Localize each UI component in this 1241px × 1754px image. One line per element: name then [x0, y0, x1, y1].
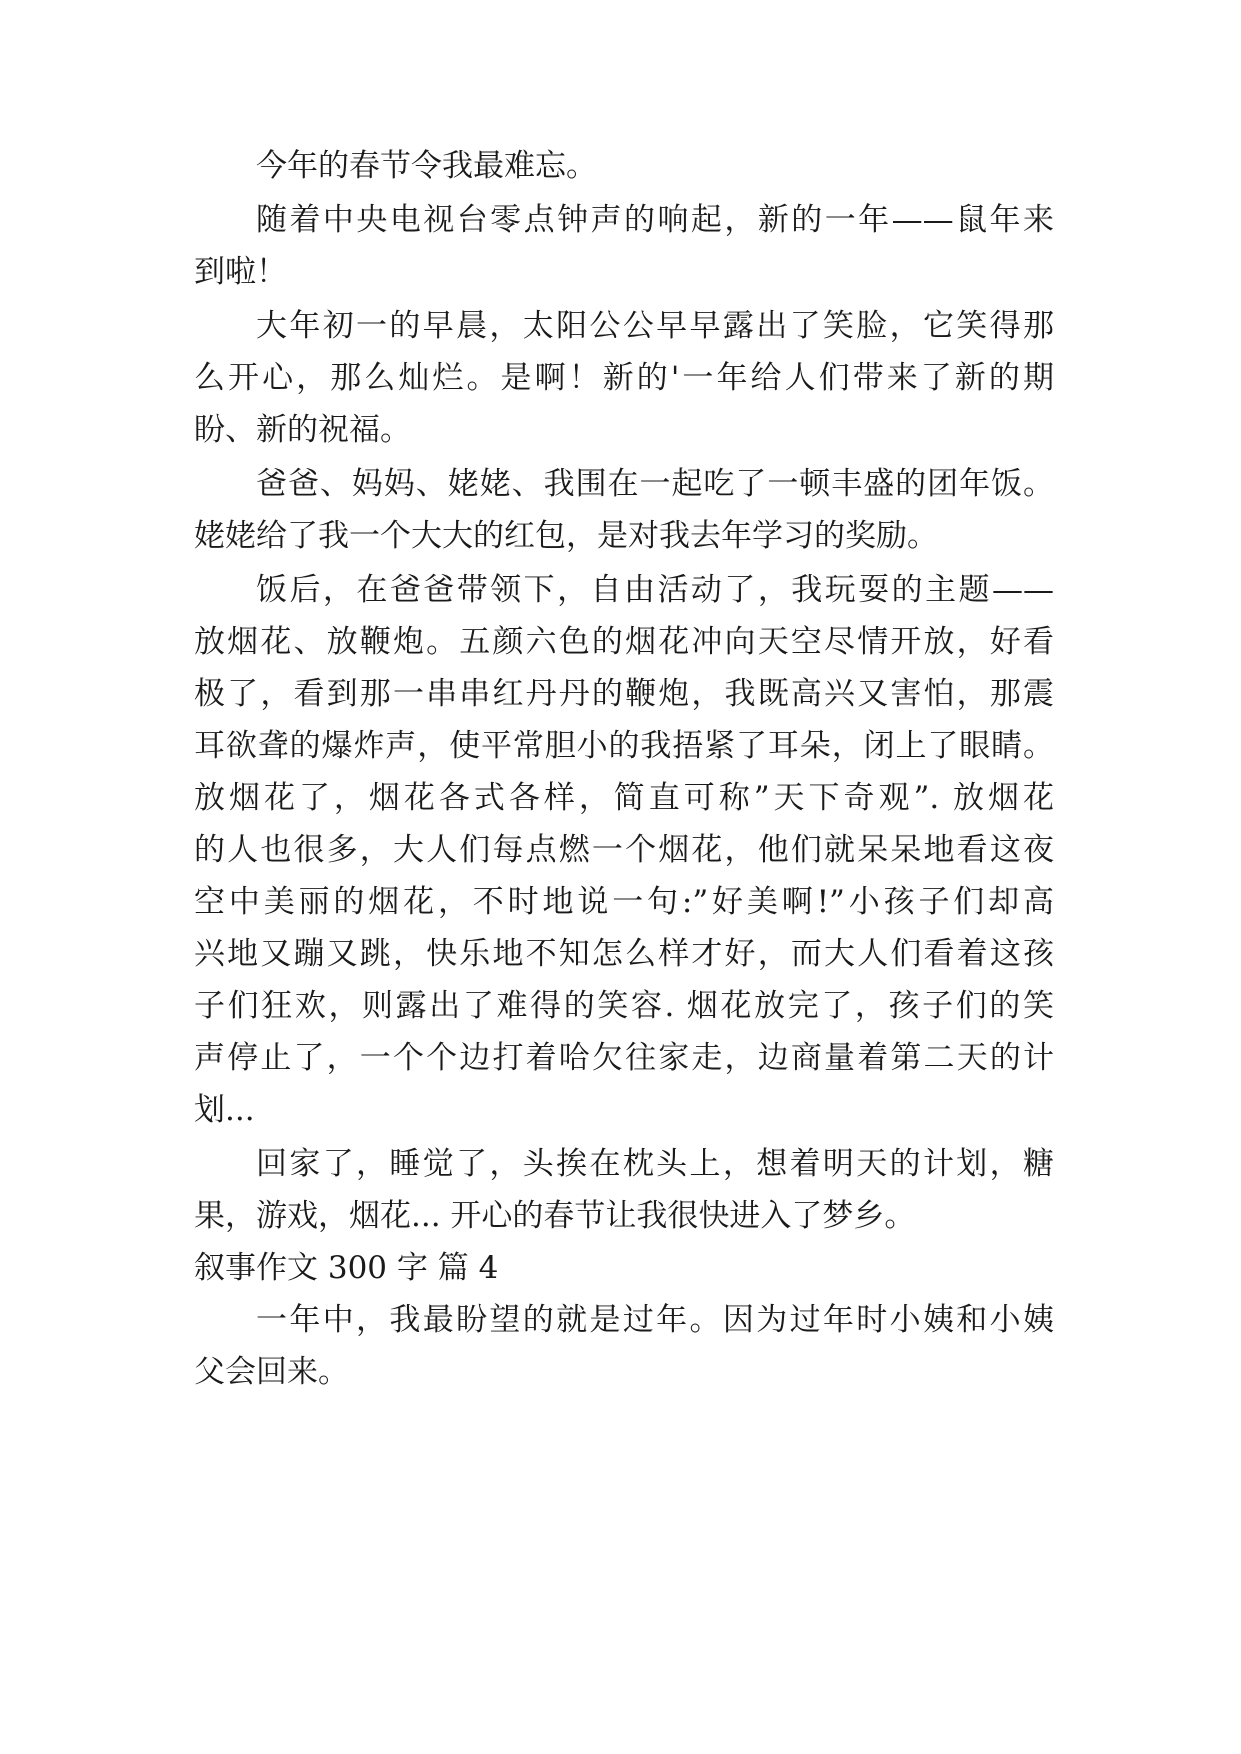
paragraph-5-line-6: 的人也很多，大人们每点燃一个烟花，他们就呆呆地看这夜 [194, 832, 1054, 868]
paragraph-5-line-8: 兴地又蹦又跳，快乐地不知怎么样才好，而大人们看着这孩 [194, 936, 1054, 972]
paragraph-5-line-4: 耳欲聋的爆炸声，使平常胆小的我捂紧了耳朵，闭上了眼睛。 [194, 728, 1054, 764]
paragraph-5-line-10: 声停止了，一个个边打着哈欠往家走，边商量着第二天的计 [194, 1040, 1054, 1076]
paragraph-5-line-2: 放烟花、放鞭炮。五颜六色的烟花冲向天空尽情开放，好看 [194, 624, 1054, 660]
paragraph-7-line-1: 一年中，我最盼望的就是过年。因为过年时小姨和小姨 [256, 1302, 1054, 1338]
paragraph-5-line-9: 子们狂欢，则露出了难得的笑容. 烟花放完了，孩子们的笑 [194, 988, 1054, 1024]
paragraph-5-line-3: 极了，看到那一串串红丹丹的鞭炮，我既高兴又害怕，那震 [194, 676, 1054, 712]
paragraph-5-line-11: 划... [194, 1092, 255, 1128]
paragraph-2-line-2: 到啦！ [194, 254, 287, 290]
paragraph-5-line-5: 放烟花了，烟花各式各样，简直可称”天下奇观”. 放烟花 [194, 780, 1054, 816]
paragraph-7-line-2: 父会回来。 [194, 1354, 349, 1390]
paragraph-1-line-1: 今年的春节令我最难忘。 [256, 148, 597, 184]
paragraph-4-line-1: 爸爸、妈妈、姥姥、我围在一起吃了一顿丰盛的团年饭。 [256, 466, 1054, 502]
paragraph-5-line-7: 空中美丽的烟花，不时地说一句:”好美啊!”小孩子们却高 [194, 884, 1054, 920]
paragraph-3-line-1: 大年初一的早晨，太阳公公早早露出了笑脸，它笑得那 [256, 308, 1054, 344]
paragraph-3-line-3: 盼、新的祝福。 [194, 412, 411, 448]
paragraph-4-line-2: 姥姥给了我一个大大的红包，是对我去年学习的奖励。 [194, 518, 938, 554]
paragraph-5-line-1: 饭后，在爸爸带领下，自由活动了，我玩耍的主题—— [256, 572, 1054, 608]
paragraph-6-line-1: 回家了，睡觉了，头挨在枕头上，想着明天的计划，糖 [256, 1146, 1054, 1182]
paragraph-3-line-2: 么开心，那么灿烂。是啊！新的'一年给人们带来了新的期 [194, 360, 1054, 396]
paragraph-6-line-2: 果，游戏，烟花... 开心的春节让我很快进入了梦乡。 [194, 1198, 916, 1234]
paragraph-2-line-1: 随着中央电视台零点钟声的响起，新的一年——鼠年来 [256, 202, 1054, 238]
section-heading: 叙事作文 300 字 篇 4 [194, 1250, 499, 1286]
